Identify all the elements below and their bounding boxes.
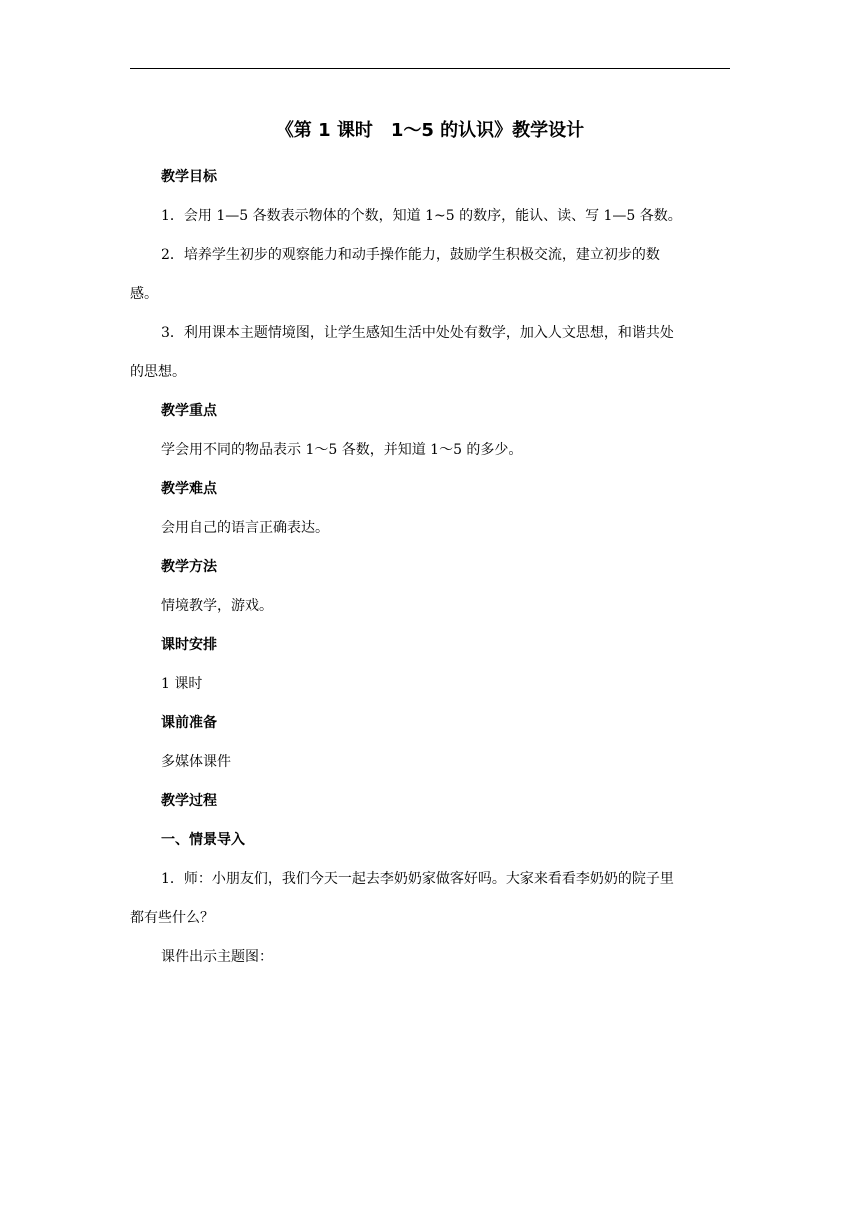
process-heading: 教学过程 [161,793,217,809]
methods-text: 情境教学，游戏。 [161,598,273,614]
methods-heading: 教学方法 [161,559,217,575]
goals-item-2-line-1: 2．培养学生初步的观察能力和动手操作能力，鼓励学生积极交流，建立初步的数 [161,247,660,263]
goals-item-3-line-2: 的思想。 [130,364,186,380]
key-points-text: 学会用不同的物品表示 1～5 各数，并知道 1～5 的多少。 [161,442,523,458]
difficulties-heading: 教学难点 [161,481,217,497]
schedule-heading: 课时安排 [161,637,217,653]
goals-item-2-line-2: 感。 [130,286,158,302]
schedule-text: 1 课时 [161,676,203,692]
goals-heading: 教学目标 [161,169,217,185]
header-rule [130,68,730,69]
process-item-1-line-2: 都有些什么？ [130,910,214,926]
preparation-text: 多媒体课件 [161,754,231,770]
preparation-heading: 课前准备 [161,715,217,731]
difficulties-text: 会用自己的语言正确表达。 [161,520,329,536]
goals-item-3-line-1: 3．利用课本主题情境图，让学生感知生活中处处有数学，加入人文思想，和谐共处 [161,325,674,341]
process-item-1-line-1: 1．师：小朋友们，我们今天一起去李奶奶家做客好吗。大家来看看李奶奶的院子里 [161,871,674,887]
process-section-1-heading: 一、情景导入 [161,832,245,848]
goals-item-1: 1．会用 1—5 各数表示物体的个数，知道 1~5 的数序，能认、读、写 1—5 各数。 [161,208,682,224]
document-title: 《第 1 课时 1～5 的认识》教学设计 [275,120,585,141]
key-points-heading: 教学重点 [161,403,217,419]
process-item-1-note: 课件出示主题图： [161,949,273,965]
